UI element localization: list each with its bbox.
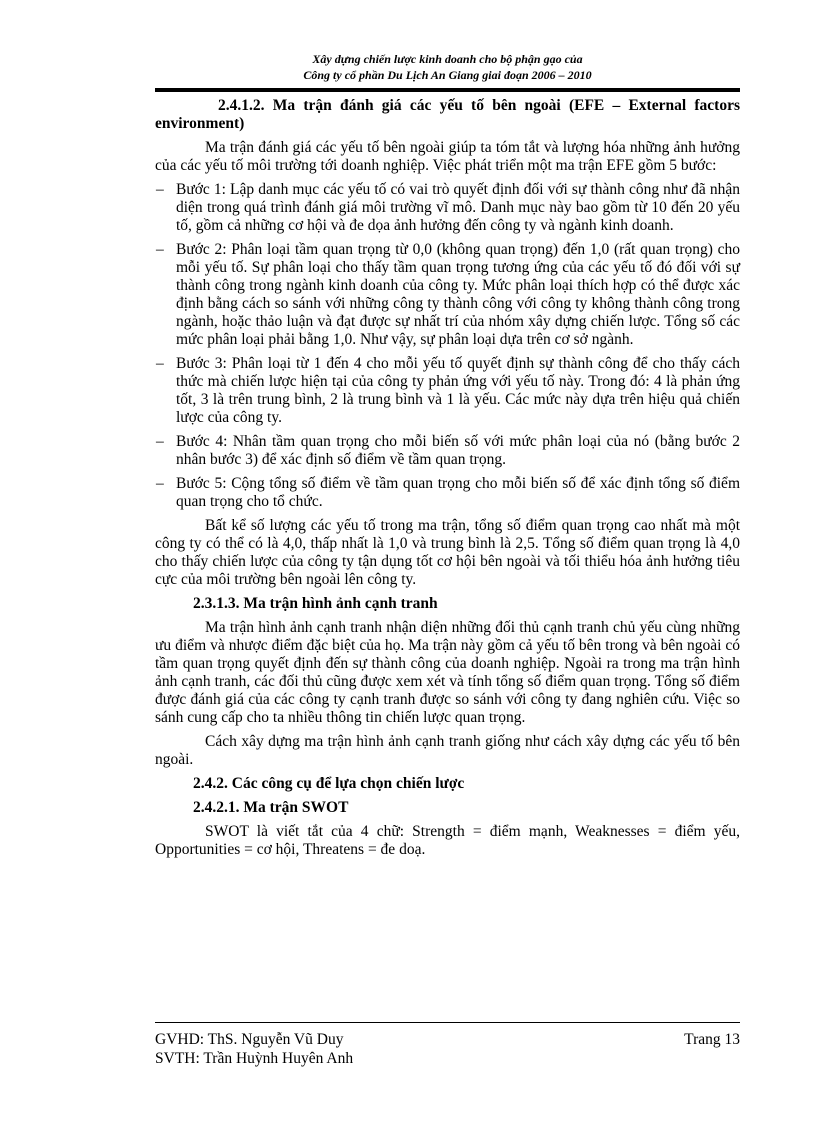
document-body xyxy=(155,97,740,865)
efe-conclusion-paragraph: Bất kể số lượng các yếu tố trong ma trận, tổng số điểm quan trọng cao nhất mà một công ty có thể có là 4,0, thấp nhất là 1,0 và trung bình là 2,5. Tổng số điểm quan trọng là 4,0 cho thấy chiến lược của công ty tận dụng tốt cơ hội bên ngoài và tối thiểu hóa ảnh hưởng tiêu cực của môi trường bên ngoài lên công ty. xyxy=(155,517,740,588)
cpm-paragraph-1: Ma trận hình ảnh cạnh tranh nhận diện những đối thủ cạnh tranh chủ yếu cùng những ưu điểm và nhược điểm đặc biệt của họ. Ma trận này gồm cả yếu tố bên trong và bên ngoài có tầm quan trọng quyết định đến sự thành công của doanh nghiệp. Ngoài ra trong ma trận hình ảnh cạnh tranh, các đối thủ cũng được xem xét và tính tổng số điểm quan trọng. Tổng số điểm được đánh giá của các công ty cạnh tranh được so sánh với công ty đang nghiên cứu. Việc so sánh cung cấp cho ta nhiều thông tin chiến lược quan trọng. xyxy=(155,619,740,726)
page-footer xyxy=(155,1030,740,1068)
bullet-dash: – xyxy=(156,355,164,372)
step-text: Bước 3: Phân loại từ 1 đến 4 cho mỗi yếu tố quyết định sự thành công để cho thấy cách thức mà chiến lược hiện tại của công ty phản ứng với yếu tố này. Trong đó: 4 là phản ứng tốt, 3 là trên trung bình, 2 là trung bình và 1 là yếu. Các mức này dựa trên hiệu quả chiến lược của công ty. xyxy=(176,355,740,426)
bullet-dash: – xyxy=(156,181,164,198)
list-item xyxy=(155,241,740,349)
step-text: Bước 1: Lập danh mục các yếu tố có vai trò quyết định đối với sự thành công như đã nhận diện trong quá trình đánh giá môi trường vĩ mô. Danh mục này bao gồm từ 10 đến 20 yếu tố, gồm cả những cơ hội và đe dọa ảnh hưởng đến công ty và ngành kinh doanh. xyxy=(176,181,740,234)
header-line-2: Công ty cổ phần Du Lịch An Giang giai đoạn 2006 – 2010 xyxy=(303,68,592,82)
swot-paragraph: SWOT là viết tắt của 4 chữ: Strength = điểm mạnh, Weaknesses = điểm yếu, Opportunities = cơ hội, Threatens = đe doạ. xyxy=(155,823,740,858)
header-rule xyxy=(155,88,740,92)
student-line: SVTH: Trần Huỳnh Huyên Anh xyxy=(155,1050,354,1067)
list-item xyxy=(155,475,740,511)
efe-steps-list xyxy=(155,181,740,511)
supervisor-line: GVHD: ThS. Nguyễn Vũ Duy xyxy=(155,1031,344,1048)
bullet-dash: – xyxy=(156,241,164,258)
step-text: Bước 5: Cộng tổng số điểm về tầm quan trọng cho mỗi biến số để xác định tổng số điểm quan trọng cho tổ chức. xyxy=(176,475,740,510)
cpm-paragraph-2: Cách xây dựng ma trận hình ảnh cạnh tranh giống như cách xây dựng các yếu tố bên ngoài. xyxy=(155,733,740,768)
list-item xyxy=(155,433,740,469)
bullet-dash: – xyxy=(156,433,164,450)
list-item xyxy=(155,181,740,235)
list-item xyxy=(155,355,740,427)
page-header xyxy=(155,51,740,83)
step-text: Bước 2: Phân loại tầm quan trọng từ 0,0 (không quan trọng) đến 1,0 (rất quan trọng) cho mỗi yếu tố. Sự phân loại cho thấy tầm quan trọng tương ứng của các yếu tố đó đối với sự thành công trong ngành kinh doanh của công ty. Mức phân loại thích hợp có thể được xác định bằng cách so sánh với những công ty thành công với công ty không thành công trong ngành, hoặc thảo luận và đạt được sự nhất trí của nhóm xây dựng chiến lược. Tổng số các mức phân loại phải bằng 1,0. Như vậy, sự phân loại dựa trên cơ sở ngành. xyxy=(176,241,740,348)
cpm-heading: 2.3.1.3. Ma trận hình ảnh cạnh tranh xyxy=(193,595,438,612)
efe-heading: 2.4.1.2. Ma trận đánh giá các yếu tố bên ngoài (EFE – External factors environment) xyxy=(155,97,740,132)
efe-intro-paragraph: Ma trận đánh giá các yếu tố bên ngoài giúp ta tóm tắt và lượng hóa những ảnh hưởng của các yếu tố môi trường tới doanh nghiệp. Việc phát triển một ma trận EFE gồm 5 bước: xyxy=(155,139,740,174)
bullet-dash: – xyxy=(156,475,164,492)
swot-heading: 2.4.2.1. Ma trận SWOT xyxy=(193,799,349,816)
header-line-1: Xây dựng chiến lược kinh doanh cho bộ phận gạo của xyxy=(312,52,583,66)
step-text: Bước 4: Nhân tầm quan trọng cho mỗi biến số với mức phân loại của nó (bằng bước 2 nhân bước 3) để xác định số điểm về tầm quan trọng. xyxy=(176,433,740,468)
footer-rule xyxy=(155,1022,740,1023)
page-number: Trang 13 xyxy=(684,1031,740,1048)
tools-heading: 2.4.2. Các công cụ để lựa chọn chiến lược xyxy=(193,775,465,792)
